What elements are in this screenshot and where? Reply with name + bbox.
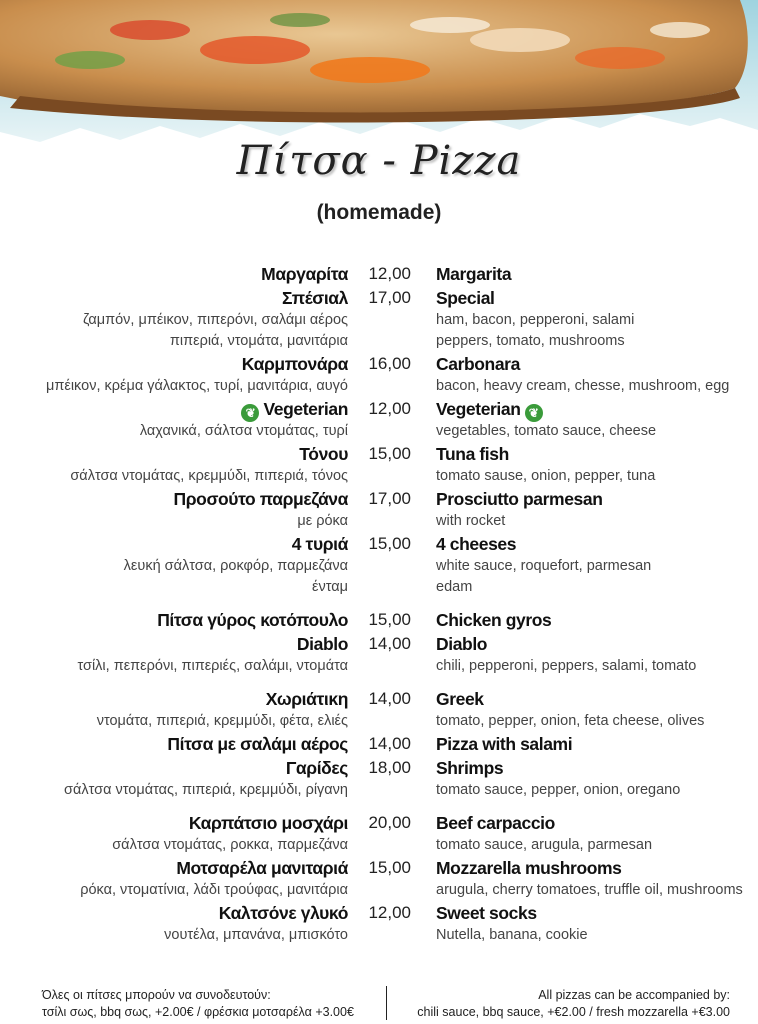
item-name-english-text: Sweet socks bbox=[436, 903, 537, 923]
item-price: 15,00 bbox=[368, 610, 411, 629]
menu-item bbox=[0, 903, 758, 948]
item-name-english-text: Pizza with salami bbox=[436, 734, 573, 754]
item-price: 14,00 bbox=[368, 634, 411, 653]
item-price: 17,00 bbox=[368, 489, 411, 508]
item-name-english-text: Tuna fish bbox=[436, 444, 509, 464]
footer-greek-line2: τσίλι σως, bbq σως, +2.00€ / φρέσκια μοτσαρέλα +3.00€ bbox=[42, 1005, 354, 1019]
leaf-icon: ❦ bbox=[241, 404, 259, 422]
item-description-greek: σάλτσα ντομάτας, κρεμμύδι, πιπεριά, τόνος bbox=[70, 468, 348, 484]
item-description-greek: ζαμπόν, μπέικον, πιπερόνι, σαλάμι αέρος bbox=[82, 312, 348, 328]
item-description-english: peppers, tomato, mushrooms bbox=[436, 333, 625, 349]
item-description-greek: πιπεριά, ντομάτα, μανιτάρια bbox=[169, 333, 348, 349]
item-name-english bbox=[436, 399, 547, 422]
item-description-english: vegetables, tomato sauce, cheese bbox=[436, 423, 657, 439]
item-description-english: arugula, cherry tomatoes, truffle oil, mushrooms bbox=[436, 882, 743, 898]
page-title: Πίτσα - Pizza bbox=[236, 138, 522, 184]
menu-item bbox=[0, 858, 758, 903]
item-description-greek: λαχανικά, σάλτσα ντομάτας, τυρί bbox=[139, 423, 348, 439]
item-description-greek: ντομάτα, πιπεριά, κρεμμύδι, φέτα, ελιές bbox=[96, 713, 348, 729]
page-subtitle: (homemade) bbox=[316, 201, 442, 224]
menu-item bbox=[0, 689, 758, 734]
item-price: 15,00 bbox=[368, 444, 411, 463]
item-price: 18,00 bbox=[368, 758, 411, 777]
item-name-english-text: 4 cheeses bbox=[436, 534, 517, 554]
item-description-english: ham, bacon, pepperoni, salami bbox=[436, 312, 635, 328]
menu-item bbox=[0, 264, 758, 288]
menu-item bbox=[0, 489, 758, 534]
item-name-english bbox=[436, 444, 509, 465]
item-description-english: with rocket bbox=[436, 513, 506, 529]
item-description-english: Nutella, banana, cookie bbox=[436, 927, 588, 943]
item-name-greek bbox=[157, 610, 348, 631]
item-description-english: tomato sauce, arugula, parmesan bbox=[436, 837, 653, 853]
item-price: 20,00 bbox=[368, 813, 411, 832]
footer-english-line1: All pizzas can be accompanied by: bbox=[538, 988, 730, 1002]
item-name-greek bbox=[292, 534, 348, 555]
item-name-english bbox=[436, 610, 551, 631]
item-name-greek bbox=[297, 634, 348, 655]
item-name-greek-text: Μοτσαρέλα μανιταριά bbox=[176, 858, 348, 878]
footer-divider bbox=[386, 986, 387, 1020]
item-description-greek: σάλτσα ντομάτας, πιπεριά, κρεμμύδι, ρίγανη bbox=[64, 782, 348, 798]
item-name-greek-text: Τόνου bbox=[299, 444, 348, 464]
item-name-greek-text: 4 τυριά bbox=[291, 534, 348, 554]
item-name-greek bbox=[261, 264, 348, 285]
item-description-greek: σάλτσα ντομάτας, ροκκα, παρμεζάνα bbox=[112, 837, 348, 853]
item-name-english-text: Chicken gyros bbox=[436, 610, 552, 630]
item-name-english bbox=[436, 813, 555, 834]
menu-item bbox=[0, 758, 758, 803]
item-price: 14,00 bbox=[368, 689, 411, 708]
menu-list bbox=[0, 264, 758, 948]
item-name-greek-text: Σπέσιαλ bbox=[281, 288, 348, 308]
item-description-english: tomato, pepper, onion, feta cheese, olives bbox=[436, 713, 705, 729]
menu-item bbox=[0, 734, 758, 758]
item-description-english: tomato sauce, pepper, onion, oregano bbox=[436, 782, 681, 798]
item-name-greek-text: Μαργαρίτα bbox=[261, 264, 348, 284]
item-description-greek: με ρόκα bbox=[297, 513, 348, 529]
item-name-english-text: Special bbox=[436, 288, 495, 308]
item-name-english bbox=[436, 758, 503, 779]
footer-english-line2: chili sauce, bbq sauce, +€2.00 / fresh mozzarella +€3.00 bbox=[417, 1005, 730, 1019]
menu-item bbox=[0, 399, 758, 444]
item-price: 16,00 bbox=[368, 354, 411, 373]
item-name-english-text: Prosciutto parmesan bbox=[436, 489, 603, 509]
item-description-english: bacon, heavy cream, chesse, mushroom, egg bbox=[436, 378, 730, 394]
item-description-greek: μπέικον, κρέμα γάλακτος, τυρί, μανιτάρια, αυγό bbox=[46, 378, 348, 394]
item-name-greek bbox=[237, 399, 348, 422]
item-description-greek: λευκή σάλτσα, ροκφόρ, παρμεζάνα bbox=[123, 558, 348, 574]
item-name-greek-text: Diablo bbox=[296, 634, 348, 654]
menu-item bbox=[0, 288, 758, 354]
item-name-greek bbox=[299, 444, 348, 465]
item-name-greek bbox=[242, 354, 348, 375]
menu-item bbox=[0, 354, 758, 399]
item-name-english bbox=[436, 354, 520, 375]
item-description-english: white sauce, roquefort, parmesan bbox=[436, 558, 652, 574]
item-name-english bbox=[436, 734, 572, 755]
item-name-greek bbox=[173, 489, 348, 510]
item-price: 14,00 bbox=[368, 734, 411, 753]
item-name-greek bbox=[282, 288, 348, 309]
menu-item bbox=[0, 610, 758, 634]
item-name-greek-text: Προσούτο παρμεζάνα bbox=[173, 489, 348, 509]
item-name-english-text: Mozzarella mushrooms bbox=[436, 858, 622, 878]
item-description-greek: νουτέλα, μπανάνα, μπισκότο bbox=[164, 927, 348, 943]
item-price: 15,00 bbox=[368, 534, 411, 553]
item-price: 17,00 bbox=[368, 288, 411, 307]
menu-item bbox=[0, 634, 758, 679]
item-name-greek-text: Πίτσα γύρος κοτόπουλο bbox=[157, 610, 348, 630]
footer-english bbox=[417, 987, 730, 1021]
item-name-greek bbox=[286, 758, 348, 779]
item-name-greek-text: Καρμπονάρα bbox=[241, 354, 348, 374]
menu-item bbox=[0, 813, 758, 858]
item-name-english-text: Vegeterian bbox=[436, 399, 521, 419]
item-name-english-text: Greek bbox=[436, 689, 484, 709]
item-name-greek-text: Πίτσα με σαλάμι αέρος bbox=[167, 734, 348, 754]
item-name-english-text: Shrimps bbox=[436, 758, 504, 778]
item-description-greek: τσίλι, πεπερόνι, πιπεριές, σαλάμι, ντομάτα bbox=[77, 658, 348, 674]
item-description-greek: ρόκα, ντοματίνια, λάδι τρούφας, μανιτάρια bbox=[80, 882, 348, 898]
item-name-greek-text: Καρπάτσιο μοσχάρι bbox=[188, 813, 348, 833]
item-name-greek-text: Vegeterian bbox=[263, 399, 348, 419]
item-name-english bbox=[436, 858, 622, 879]
item-name-english bbox=[436, 534, 516, 555]
item-name-greek bbox=[167, 734, 348, 755]
menu-item bbox=[0, 444, 758, 489]
item-name-greek-text: Χωριάτικη bbox=[265, 689, 348, 709]
footer-greek-line1: Όλες οι πίτσες μπορούν να συνοδευτούν: bbox=[42, 988, 271, 1002]
footer-greek bbox=[42, 987, 354, 1021]
item-name-greek bbox=[219, 903, 348, 924]
item-name-greek-text: Γαρίδες bbox=[285, 758, 348, 778]
item-price: 12,00 bbox=[368, 399, 411, 418]
item-name-english-text: Margarita bbox=[436, 264, 512, 284]
item-description-english: edam bbox=[436, 579, 473, 595]
item-price: 12,00 bbox=[368, 903, 411, 922]
item-description-english: tomato sause, onion, pepper, tuna bbox=[436, 468, 656, 484]
item-description-english: chili, pepperoni, peppers, salami, tomato bbox=[436, 658, 697, 674]
item-price: 15,00 bbox=[368, 858, 411, 877]
item-name-greek bbox=[176, 858, 348, 879]
leaf-icon: ❦ bbox=[525, 404, 543, 422]
menu-item bbox=[0, 534, 758, 600]
item-name-greek-text: Καλτσόνε γλυκό bbox=[218, 903, 348, 923]
item-name-english bbox=[436, 264, 511, 285]
item-name-greek bbox=[189, 813, 348, 834]
item-name-english bbox=[436, 489, 602, 510]
item-price: 12,00 bbox=[368, 264, 411, 283]
item-name-greek bbox=[266, 689, 348, 710]
item-name-english-text: Diablo bbox=[436, 634, 488, 654]
item-name-english-text: Carbonara bbox=[436, 354, 520, 374]
item-description-greek: ένταμ bbox=[312, 579, 348, 595]
item-name-english bbox=[436, 288, 494, 309]
item-name-english bbox=[436, 634, 487, 655]
item-name-english-text: Beef carpaccio bbox=[436, 813, 555, 833]
item-name-english bbox=[436, 689, 484, 710]
item-name-english bbox=[436, 903, 537, 924]
